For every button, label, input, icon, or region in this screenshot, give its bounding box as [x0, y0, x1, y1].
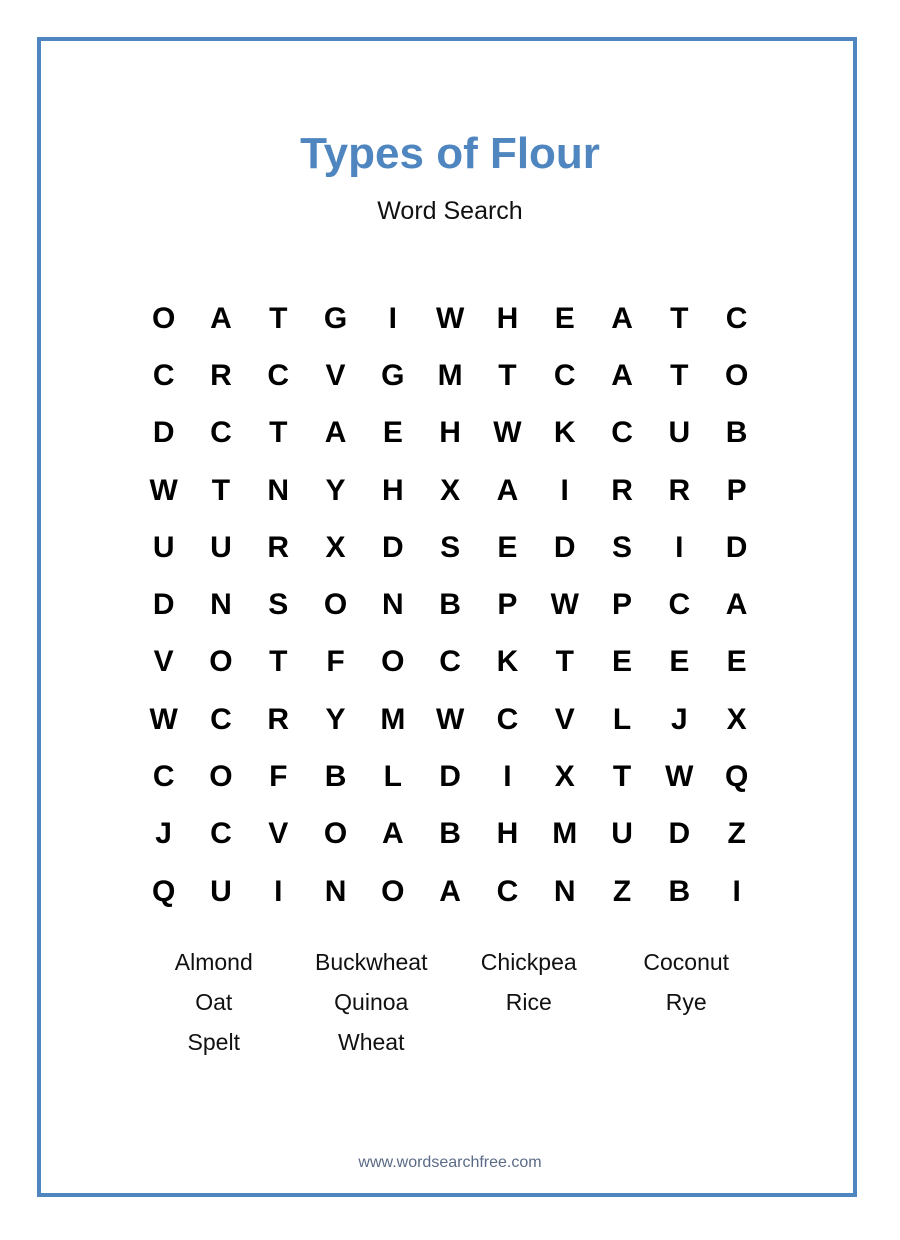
grid-letter[interactable]: O	[381, 645, 405, 679]
grid-letter[interactable]: O	[381, 874, 405, 908]
grid-letter[interactable]: E	[612, 645, 633, 679]
grid-letter[interactable]: V	[554, 702, 575, 736]
grid-letter[interactable]: B	[668, 874, 691, 908]
grid-letter[interactable]: A	[611, 358, 633, 392]
grid-letter[interactable]: T	[269, 645, 288, 679]
grid-letter[interactable]: C	[267, 358, 290, 392]
grid-letter[interactable]: H	[496, 817, 519, 851]
grid-letter[interactable]: A	[439, 874, 461, 908]
grid-letter[interactable]: C	[210, 702, 232, 736]
grid-letter[interactable]: L	[383, 760, 402, 794]
grid-letter[interactable]: W	[435, 301, 465, 335]
grid-letter[interactable]: C	[725, 301, 748, 335]
grid-letter[interactable]: S	[440, 530, 461, 564]
grid-letter[interactable]: C	[496, 702, 519, 736]
grid-letter[interactable]: C	[152, 358, 175, 392]
grid-letter[interactable]: W	[149, 702, 178, 736]
grid-letter[interactable]: S	[612, 530, 633, 564]
grid-letter[interactable]: J	[155, 817, 172, 851]
grid-letter[interactable]: W	[435, 702, 465, 736]
grid-letter[interactable]: P	[497, 588, 518, 622]
grid-letter[interactable]: E	[726, 645, 747, 679]
grid-letter[interactable]: I	[675, 530, 684, 564]
word-list-item: Chickpea	[480, 949, 577, 975]
footer-url[interactable]: www.wordsearchfree.com	[358, 1154, 542, 1171]
grid-letter[interactable]: C	[668, 588, 691, 622]
grid-letter[interactable]: G	[381, 358, 405, 392]
grid-letter[interactable]: H	[439, 416, 461, 450]
grid-letter[interactable]: A	[382, 817, 404, 851]
grid-letter[interactable]: O	[323, 588, 348, 622]
grid-letter[interactable]: U	[210, 874, 232, 908]
grid-letter[interactable]: F	[269, 760, 288, 794]
grid-letter[interactable]: B	[439, 588, 461, 622]
grid-letter[interactable]: R	[267, 702, 290, 736]
grid-letter[interactable]: U	[668, 416, 691, 450]
grid-letter[interactable]: D	[152, 416, 175, 450]
grid-letter[interactable]: T	[211, 473, 231, 507]
grid-letter[interactable]: P	[612, 588, 633, 622]
grid-letter[interactable]: Q	[724, 760, 749, 794]
grid-letter[interactable]: K	[496, 645, 519, 679]
grid-letter[interactable]: Q	[151, 874, 176, 908]
grid-letter[interactable]: Z	[727, 817, 746, 851]
grid-letter[interactable]: C	[439, 645, 461, 679]
grid-letter[interactable]: N	[210, 588, 232, 622]
grid-letter[interactable]: H	[496, 301, 519, 335]
grid-letter[interactable]: R	[210, 358, 232, 392]
grid-letter[interactable]: C	[210, 817, 232, 851]
grid-letter[interactable]: F	[326, 645, 345, 679]
grid-letter[interactable]: T	[269, 301, 288, 335]
grid-letter[interactable]: L	[612, 702, 632, 736]
word-list-item: Wheat	[338, 1029, 405, 1055]
grid-letter[interactable]: T	[670, 301, 689, 335]
grid-letter[interactable]: N	[324, 874, 347, 908]
grid-letter[interactable]: D	[725, 530, 748, 564]
grid-letter[interactable]: T	[498, 358, 517, 392]
grid-letter[interactable]: C	[553, 358, 576, 392]
grid-letter[interactable]: R	[668, 473, 691, 507]
grid-letter[interactable]: B	[725, 416, 748, 450]
grid-letter[interactable]: W	[665, 760, 694, 794]
grid-letter[interactable]: V	[325, 358, 346, 392]
grid-letter[interactable]: O	[209, 760, 233, 794]
grid-letter[interactable]: D	[382, 530, 404, 564]
grid-letter[interactable]: O	[151, 301, 176, 335]
grid-letter[interactable]: I	[388, 301, 397, 335]
word-list-item: Oat	[195, 989, 233, 1015]
grid-letter[interactable]: X	[726, 702, 747, 736]
word-list-item: Spelt	[187, 1029, 240, 1055]
grid-letter[interactable]: G	[323, 301, 348, 335]
grid-letter[interactable]: T	[555, 645, 574, 679]
grid-letter[interactable]: C	[611, 416, 633, 450]
word-list-item: Buckwheat	[314, 949, 428, 975]
grid-letter[interactable]: N	[382, 588, 404, 622]
grid-letter[interactable]: D	[152, 588, 175, 622]
grid-letter[interactable]: C	[152, 760, 175, 794]
grid-letter[interactable]: T	[612, 760, 632, 794]
word-list-item: Coconut	[643, 949, 730, 975]
grid-letter[interactable]: I	[560, 473, 569, 507]
grid-letter[interactable]: A	[210, 301, 232, 335]
grid-letter[interactable]: B	[324, 760, 347, 794]
grid-letter[interactable]: U	[210, 530, 232, 564]
grid-letter[interactable]: D	[668, 817, 691, 851]
grid-letter[interactable]: Y	[325, 702, 346, 736]
grid-letter[interactable]: Y	[325, 473, 346, 507]
grid-letter[interactable]: I	[274, 874, 283, 908]
grid-letter[interactable]: I	[503, 760, 512, 794]
grid-letter[interactable]: M	[380, 702, 406, 736]
grid-letter[interactable]: W	[149, 473, 178, 507]
grid-letter[interactable]: I	[732, 874, 741, 908]
grid-letter[interactable]: J	[670, 702, 688, 736]
word-list-item: Rice	[505, 989, 552, 1015]
grid-letter[interactable]: M	[552, 817, 578, 851]
grid-letter[interactable]: R	[267, 530, 290, 564]
grid-letter[interactable]: E	[497, 530, 518, 564]
grid-letter[interactable]: H	[382, 473, 404, 507]
grid-letter[interactable]: O	[209, 645, 233, 679]
grid-letter[interactable]: X	[325, 530, 346, 564]
puzzle-subtitle: Word Search	[377, 197, 523, 225]
grid-letter[interactable]: C	[496, 874, 519, 908]
grid-letter[interactable]: A	[611, 301, 633, 335]
grid-letter[interactable]: E	[554, 301, 575, 335]
grid-letter[interactable]: N	[553, 874, 576, 908]
grid-letter[interactable]: K	[553, 416, 576, 450]
grid-letter[interactable]: M	[437, 358, 463, 392]
word-list-item: Almond	[174, 949, 253, 975]
grid-letter[interactable]: E	[669, 645, 690, 679]
grid-letter[interactable]: D	[439, 760, 461, 794]
grid-letter[interactable]: U	[152, 530, 175, 564]
grid-letter[interactable]: C	[210, 416, 232, 450]
grid-letter[interactable]: U	[611, 817, 633, 851]
letter-grid	[135, 290, 765, 920]
puzzle-title: Types of Flour	[300, 129, 600, 178]
grid-letter[interactable]: W	[493, 416, 522, 450]
grid-letter[interactable]: W	[550, 588, 579, 622]
grid-letter[interactable]: A	[496, 473, 519, 507]
grid-letter[interactable]: X	[440, 473, 461, 507]
grid-letter[interactable]: V	[268, 817, 289, 851]
grid-letter[interactable]: A	[725, 588, 748, 622]
grid-letter[interactable]: A	[324, 416, 347, 450]
grid-letter[interactable]: R	[611, 473, 633, 507]
grid-letter[interactable]: B	[439, 817, 461, 851]
grid-letter[interactable]: T	[670, 358, 689, 392]
grid-letter[interactable]: O	[323, 817, 348, 851]
word-list-item: Rye	[665, 989, 707, 1015]
grid-letter[interactable]: T	[269, 416, 288, 450]
grid-letter[interactable]: N	[267, 473, 290, 507]
word-list	[135, 945, 765, 1065]
grid-letter[interactable]: S	[268, 588, 289, 622]
grid-letter[interactable]: V	[153, 645, 174, 679]
grid-letter[interactable]: Z	[612, 874, 632, 908]
grid-letter[interactable]: E	[382, 416, 403, 450]
word-list-item: Quinoa	[334, 989, 409, 1015]
grid-letter[interactable]: P	[726, 473, 747, 507]
grid-letter[interactable]: O	[724, 358, 749, 392]
grid-letter[interactable]: X	[554, 760, 575, 794]
grid-letter[interactable]: D	[553, 530, 576, 564]
